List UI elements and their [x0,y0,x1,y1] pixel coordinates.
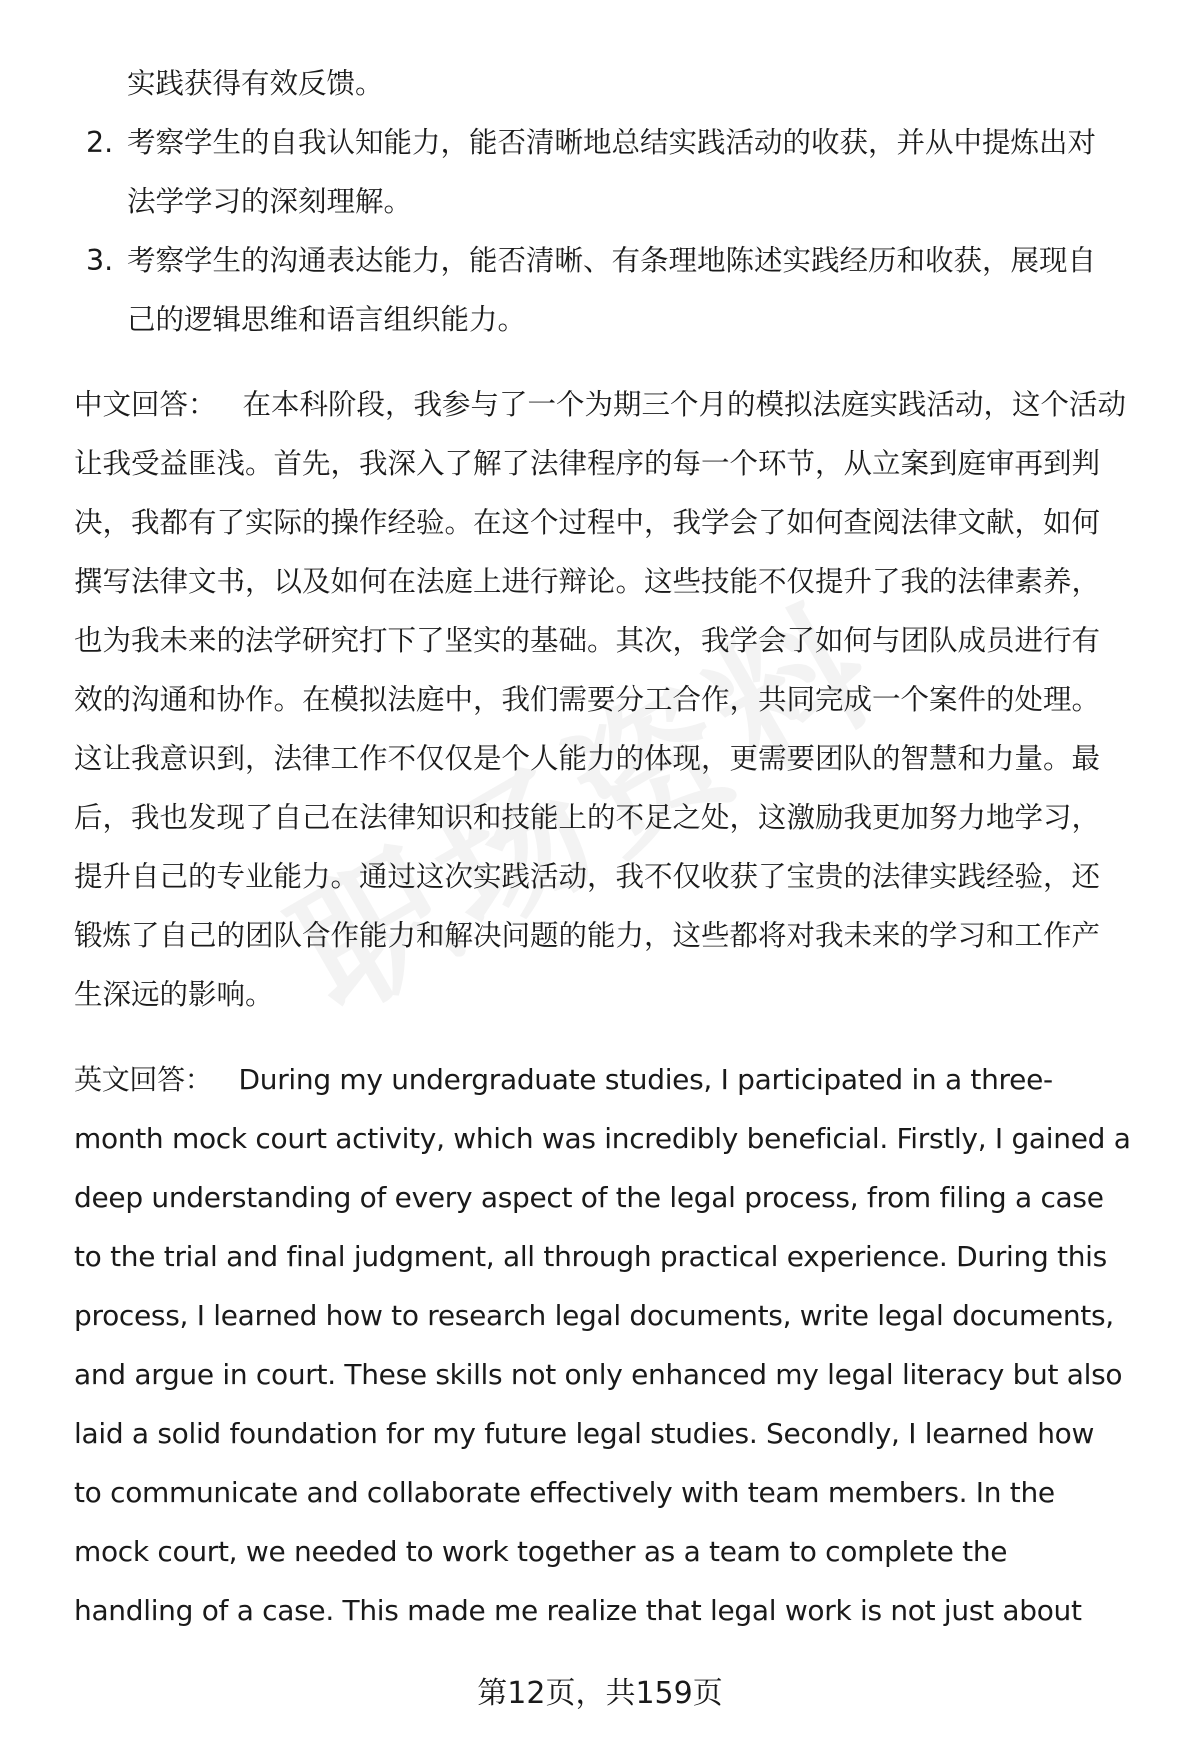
paragraph-line: 在本科阶段，我参与了一个为期三个月的模拟法庭实践活动，这个活动 [242,388,1127,421]
list-item-3 [74,231,1160,349]
chinese-answer-label: 中文回答： [74,388,217,421]
paragraph-line: laid a solid foundation for my future legal studies. Secondly, I learned how [74,1417,1095,1450]
english-answer-label: 英文回答： [74,1063,213,1096]
paragraph-line: process, I learned how to research legal documents, write legal documents, [74,1299,1114,1332]
paragraph-line: 撰写法律文书，以及如何在法庭上进行辩论。这些技能不仅提升了我的法律素养， [74,565,1101,598]
paragraph-line: 让我受益匪浅。首先，我深入了解了法律程序的每一个环节，从立案到庭审再到判 [74,447,1101,480]
paragraph-line: 也为我未来的法学研究打下了坚实的基础。其次，我学会了如何与团队成员进行有 [74,624,1101,657]
paragraph-line: and argue in court. These skills not only enhanced my legal literacy but also [74,1358,1123,1391]
paragraph-line: mock court, we needed to work together as a team to complete the [74,1535,1008,1568]
paragraph-line: 效的沟通和协作。在模拟法庭中，我们需要分工合作，共同完成一个案件的处理。 [74,683,1101,716]
paragraph-line: 锻炼了自己的团队合作能力和解决问题的能力，这些都将对我未来的学习和工作产 [74,919,1101,952]
paragraph-line: 提升自己的专业能力。通过这次实践活动，我不仅收获了宝贵的法律实践经验，还 [74,860,1101,893]
list-item-text: 己的逻辑思维和语言组织能力。 [127,303,527,336]
paragraph-line: 生深远的影响。 [74,978,274,1011]
paragraph-line: to communicate and collaborate effectively with team members. In the [74,1476,1055,1509]
paragraph-line: 这让我意识到，法律工作不仅仅是个人能力的体现，更需要团队的智慧和力量。最 [74,742,1101,775]
list-item-text: 法学学习的深刻理解。 [127,185,413,218]
paragraph-line: 决，我都有了实际的操作经验。在这个过程中，我学会了如何查阅法律文献，如何 [74,506,1101,539]
paragraph-line: handling of a case. This made me realize that legal work is not just about [74,1594,1082,1627]
page-content [74,54,1160,1640]
list-item-text: 考察学生的自我认知能力，能否清晰地总结实践活动的收获，并从中提炼出对 [127,126,1097,159]
chinese-answer-paragraph [74,375,1160,1024]
english-answer-paragraph [74,1050,1160,1640]
paragraph-line: During my undergraduate studies, I participated in a three- [238,1063,1053,1096]
page-number-footer: 第12页，共159页 [477,1676,723,1711]
list-continuation-line: 实践获得有效反馈。 [127,67,384,100]
paragraph-line: 后，我也发现了自己在法律知识和技能上的不足之处，这激励我更加努力地学习， [74,801,1101,834]
list-item-2 [74,113,1160,231]
list-item-text: 考察学生的沟通表达能力，能否清晰、有条理地陈述实践经历和收获，展现自 [127,244,1097,277]
paragraph-line: month mock court activity, which was incredibly beneficial. Firstly, I gained a [74,1122,1131,1155]
paragraph-line: to the trial and final judgment, all through practical experience. During this [74,1240,1107,1273]
list-number: 3. [86,244,114,277]
list-number: 2. [86,126,114,159]
paragraph-line: deep understanding of every aspect of the legal process, from filing a case [74,1181,1104,1214]
